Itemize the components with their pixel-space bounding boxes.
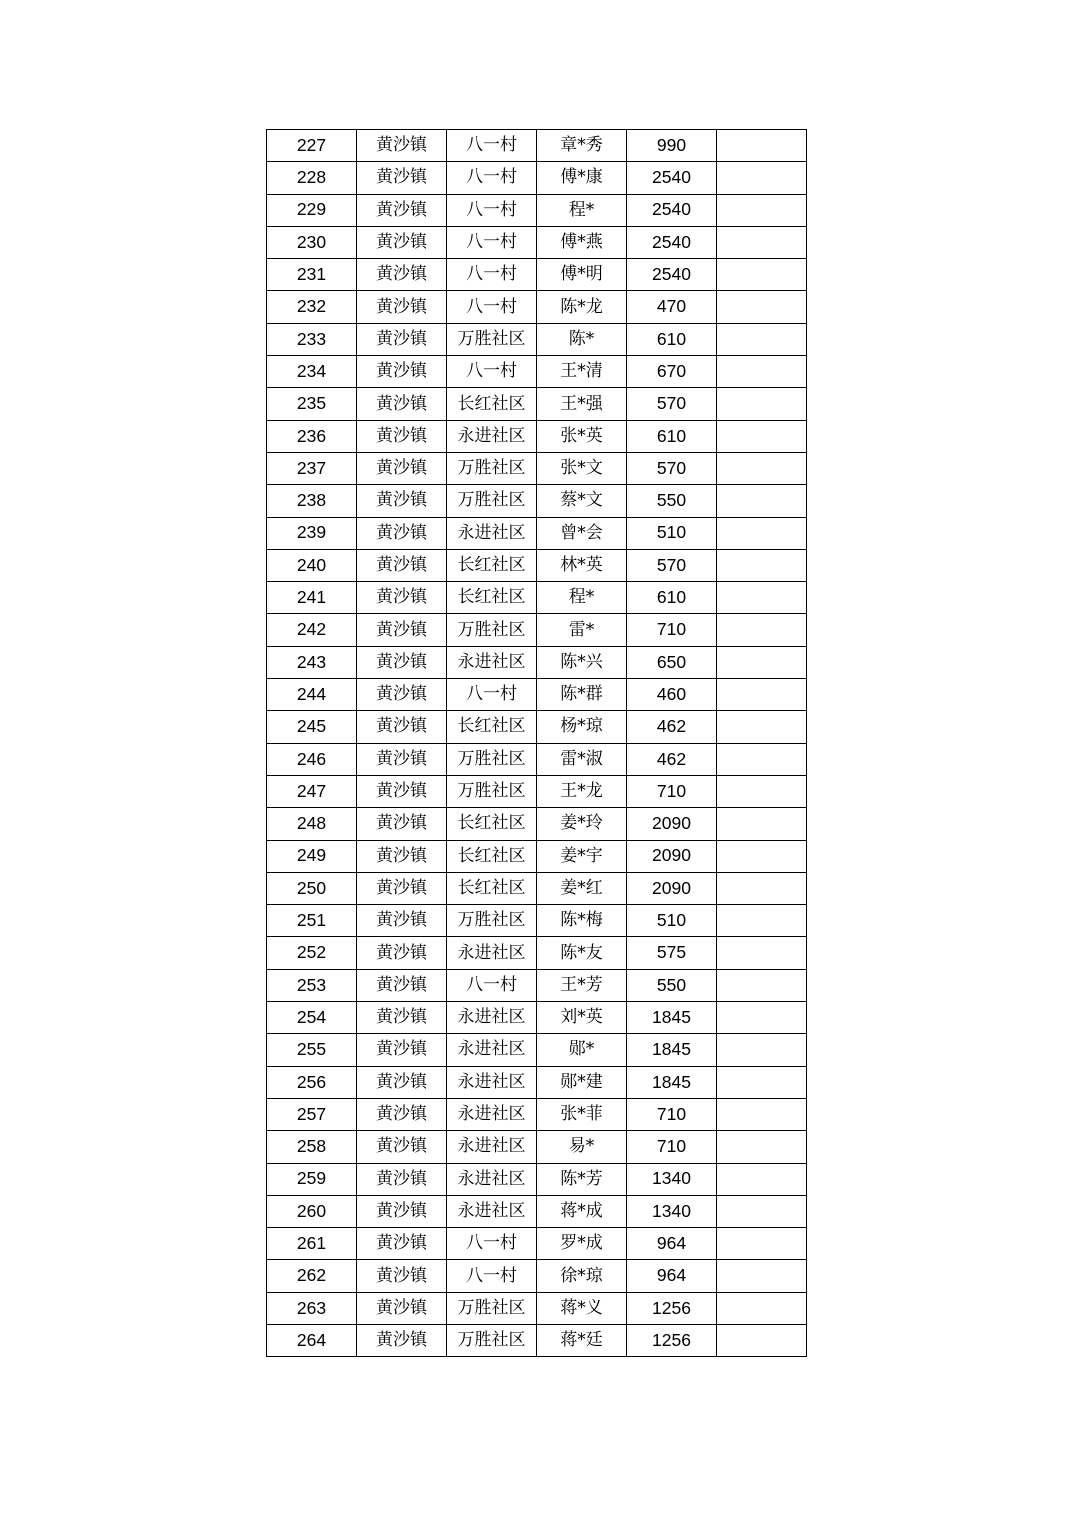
cell-community: 八一村 bbox=[447, 130, 537, 162]
cell-community: 八一村 bbox=[447, 1260, 537, 1292]
table-row bbox=[267, 162, 807, 194]
cell-amount: 550 bbox=[627, 969, 717, 1001]
cell-amount: 1340 bbox=[627, 1163, 717, 1195]
cell-community: 万胜社区 bbox=[447, 1292, 537, 1324]
cell-amount: 650 bbox=[627, 646, 717, 678]
cell-amount: 1340 bbox=[627, 1195, 717, 1227]
table-row bbox=[267, 1195, 807, 1227]
cell-amount: 710 bbox=[627, 775, 717, 807]
cell-remark bbox=[717, 1195, 807, 1227]
cell-name: 林*英 bbox=[537, 549, 627, 581]
cell-amount: 550 bbox=[627, 485, 717, 517]
cell-community: 永进社区 bbox=[447, 1163, 537, 1195]
cell-seq: 262 bbox=[267, 1260, 357, 1292]
cell-name: 王*清 bbox=[537, 356, 627, 388]
cell-community: 长红社区 bbox=[447, 711, 537, 743]
cell-name: 王*强 bbox=[537, 388, 627, 420]
cell-community: 永进社区 bbox=[447, 1034, 537, 1066]
table-row bbox=[267, 969, 807, 1001]
cell-amount: 964 bbox=[627, 1260, 717, 1292]
cell-community: 万胜社区 bbox=[447, 614, 537, 646]
cell-name: 傅*康 bbox=[537, 162, 627, 194]
cell-name: 陈*梅 bbox=[537, 905, 627, 937]
cell-amount: 1845 bbox=[627, 1002, 717, 1034]
cell-amount: 1256 bbox=[627, 1324, 717, 1356]
cell-seq: 236 bbox=[267, 420, 357, 452]
cell-remark bbox=[717, 1098, 807, 1130]
cell-name: 杨*琼 bbox=[537, 711, 627, 743]
cell-seq: 257 bbox=[267, 1098, 357, 1130]
cell-town: 黄沙镇 bbox=[357, 614, 447, 646]
cell-remark bbox=[717, 549, 807, 581]
cell-town: 黄沙镇 bbox=[357, 420, 447, 452]
cell-seq: 264 bbox=[267, 1324, 357, 1356]
cell-amount: 610 bbox=[627, 420, 717, 452]
cell-name: 张*菲 bbox=[537, 1098, 627, 1130]
cell-amount: 570 bbox=[627, 388, 717, 420]
cell-town: 黄沙镇 bbox=[357, 549, 447, 581]
cell-seq: 227 bbox=[267, 130, 357, 162]
cell-amount: 462 bbox=[627, 711, 717, 743]
table-row bbox=[267, 517, 807, 549]
cell-amount: 510 bbox=[627, 905, 717, 937]
cell-remark bbox=[717, 162, 807, 194]
cell-remark bbox=[717, 743, 807, 775]
cell-name: 蔡*文 bbox=[537, 485, 627, 517]
cell-community: 永进社区 bbox=[447, 1195, 537, 1227]
cell-seq: 254 bbox=[267, 1002, 357, 1034]
cell-seq: 237 bbox=[267, 452, 357, 484]
cell-name: 刘*英 bbox=[537, 1002, 627, 1034]
table-row bbox=[267, 1228, 807, 1260]
table-row bbox=[267, 711, 807, 743]
cell-community: 永进社区 bbox=[447, 1131, 537, 1163]
table-row bbox=[267, 1131, 807, 1163]
cell-name: 程* bbox=[537, 194, 627, 226]
cell-seq: 232 bbox=[267, 291, 357, 323]
cell-name: 蒋*义 bbox=[537, 1292, 627, 1324]
cell-amount: 575 bbox=[627, 937, 717, 969]
cell-town: 黄沙镇 bbox=[357, 1163, 447, 1195]
cell-community: 永进社区 bbox=[447, 420, 537, 452]
cell-name: 陈*龙 bbox=[537, 291, 627, 323]
cell-community: 八一村 bbox=[447, 194, 537, 226]
table-row bbox=[267, 1260, 807, 1292]
cell-town: 黄沙镇 bbox=[357, 582, 447, 614]
cell-amount: 2540 bbox=[627, 194, 717, 226]
cell-town: 黄沙镇 bbox=[357, 1260, 447, 1292]
cell-town: 黄沙镇 bbox=[357, 226, 447, 258]
table-row bbox=[267, 1098, 807, 1130]
cell-name: 陈*兴 bbox=[537, 646, 627, 678]
cell-remark bbox=[717, 1292, 807, 1324]
cell-seq: 242 bbox=[267, 614, 357, 646]
cell-community: 万胜社区 bbox=[447, 775, 537, 807]
cell-name: 易* bbox=[537, 1131, 627, 1163]
cell-name: 姜*宇 bbox=[537, 840, 627, 872]
cell-amount: 470 bbox=[627, 291, 717, 323]
cell-seq: 248 bbox=[267, 808, 357, 840]
cell-amount: 2090 bbox=[627, 840, 717, 872]
cell-name: 郧*建 bbox=[537, 1066, 627, 1098]
table-row bbox=[267, 356, 807, 388]
cell-remark bbox=[717, 905, 807, 937]
cell-remark bbox=[717, 614, 807, 646]
cell-remark bbox=[717, 1066, 807, 1098]
cell-remark bbox=[717, 388, 807, 420]
cell-remark bbox=[717, 452, 807, 484]
table-body bbox=[267, 130, 807, 1357]
cell-remark bbox=[717, 646, 807, 678]
cell-amount: 2540 bbox=[627, 162, 717, 194]
cell-amount: 2090 bbox=[627, 808, 717, 840]
table-row bbox=[267, 872, 807, 904]
cell-community: 永进社区 bbox=[447, 937, 537, 969]
cell-community: 永进社区 bbox=[447, 517, 537, 549]
cell-town: 黄沙镇 bbox=[357, 162, 447, 194]
table-row bbox=[267, 614, 807, 646]
cell-community: 永进社区 bbox=[447, 646, 537, 678]
cell-town: 黄沙镇 bbox=[357, 646, 447, 678]
cell-town: 黄沙镇 bbox=[357, 1066, 447, 1098]
table-row bbox=[267, 775, 807, 807]
table-row bbox=[267, 130, 807, 162]
cell-community: 八一村 bbox=[447, 226, 537, 258]
cell-seq: 246 bbox=[267, 743, 357, 775]
cell-remark bbox=[717, 323, 807, 355]
table-row bbox=[267, 1034, 807, 1066]
cell-seq: 238 bbox=[267, 485, 357, 517]
cell-amount: 990 bbox=[627, 130, 717, 162]
cell-seq: 247 bbox=[267, 775, 357, 807]
cell-community: 长红社区 bbox=[447, 582, 537, 614]
cell-community: 长红社区 bbox=[447, 808, 537, 840]
table-row bbox=[267, 291, 807, 323]
cell-seq: 234 bbox=[267, 356, 357, 388]
cell-remark bbox=[717, 840, 807, 872]
cell-amount: 1845 bbox=[627, 1066, 717, 1098]
cell-seq: 228 bbox=[267, 162, 357, 194]
cell-name: 程* bbox=[537, 582, 627, 614]
cell-town: 黄沙镇 bbox=[357, 323, 447, 355]
cell-name: 王*芳 bbox=[537, 969, 627, 1001]
cell-town: 黄沙镇 bbox=[357, 711, 447, 743]
cell-name: 蒋*成 bbox=[537, 1195, 627, 1227]
cell-seq: 250 bbox=[267, 872, 357, 904]
cell-seq: 243 bbox=[267, 646, 357, 678]
cell-amount: 462 bbox=[627, 743, 717, 775]
cell-community: 万胜社区 bbox=[447, 452, 537, 484]
cell-town: 黄沙镇 bbox=[357, 259, 447, 291]
table-row bbox=[267, 1324, 807, 1356]
cell-town: 黄沙镇 bbox=[357, 1098, 447, 1130]
cell-remark bbox=[717, 1034, 807, 1066]
cell-community: 长红社区 bbox=[447, 549, 537, 581]
cell-remark bbox=[717, 1163, 807, 1195]
table-row bbox=[267, 1066, 807, 1098]
cell-town: 黄沙镇 bbox=[357, 452, 447, 484]
cell-name: 郧* bbox=[537, 1034, 627, 1066]
cell-remark bbox=[717, 194, 807, 226]
cell-town: 黄沙镇 bbox=[357, 840, 447, 872]
cell-amount: 570 bbox=[627, 452, 717, 484]
table-row bbox=[267, 388, 807, 420]
cell-seq: 261 bbox=[267, 1228, 357, 1260]
cell-name: 陈*芳 bbox=[537, 1163, 627, 1195]
cell-town: 黄沙镇 bbox=[357, 1324, 447, 1356]
cell-name: 陈*群 bbox=[537, 679, 627, 711]
cell-remark bbox=[717, 226, 807, 258]
table-row bbox=[267, 1163, 807, 1195]
cell-remark bbox=[717, 1002, 807, 1034]
cell-name: 姜*红 bbox=[537, 872, 627, 904]
table-row bbox=[267, 743, 807, 775]
cell-name: 章*秀 bbox=[537, 130, 627, 162]
cell-town: 黄沙镇 bbox=[357, 1195, 447, 1227]
cell-seq: 263 bbox=[267, 1292, 357, 1324]
cell-community: 万胜社区 bbox=[447, 1324, 537, 1356]
cell-seq: 231 bbox=[267, 259, 357, 291]
cell-name: 张*文 bbox=[537, 452, 627, 484]
cell-amount: 2090 bbox=[627, 872, 717, 904]
cell-name: 雷*淑 bbox=[537, 743, 627, 775]
cell-community: 长红社区 bbox=[447, 388, 537, 420]
table-row bbox=[267, 840, 807, 872]
cell-town: 黄沙镇 bbox=[357, 1002, 447, 1034]
cell-remark bbox=[717, 582, 807, 614]
cell-remark bbox=[717, 517, 807, 549]
cell-remark bbox=[717, 485, 807, 517]
cell-seq: 239 bbox=[267, 517, 357, 549]
cell-town: 黄沙镇 bbox=[357, 969, 447, 1001]
cell-community: 长红社区 bbox=[447, 872, 537, 904]
table-row bbox=[267, 1292, 807, 1324]
cell-remark bbox=[717, 1260, 807, 1292]
cell-community: 八一村 bbox=[447, 679, 537, 711]
table-row bbox=[267, 452, 807, 484]
cell-amount: 710 bbox=[627, 614, 717, 646]
cell-amount: 670 bbox=[627, 356, 717, 388]
cell-name: 蒋*廷 bbox=[537, 1324, 627, 1356]
cell-amount: 2540 bbox=[627, 259, 717, 291]
table-row bbox=[267, 808, 807, 840]
cell-town: 黄沙镇 bbox=[357, 1228, 447, 1260]
cell-remark bbox=[717, 711, 807, 743]
cell-amount: 710 bbox=[627, 1098, 717, 1130]
table-row bbox=[267, 905, 807, 937]
cell-amount: 610 bbox=[627, 582, 717, 614]
cell-town: 黄沙镇 bbox=[357, 194, 447, 226]
cell-amount: 510 bbox=[627, 517, 717, 549]
cell-town: 黄沙镇 bbox=[357, 937, 447, 969]
cell-seq: 230 bbox=[267, 226, 357, 258]
cell-town: 黄沙镇 bbox=[357, 291, 447, 323]
cell-community: 永进社区 bbox=[447, 1066, 537, 1098]
cell-town: 黄沙镇 bbox=[357, 1034, 447, 1066]
cell-community: 万胜社区 bbox=[447, 323, 537, 355]
cell-name: 曾*会 bbox=[537, 517, 627, 549]
cell-town: 黄沙镇 bbox=[357, 679, 447, 711]
cell-seq: 255 bbox=[267, 1034, 357, 1066]
cell-town: 黄沙镇 bbox=[357, 388, 447, 420]
cell-remark bbox=[717, 1324, 807, 1356]
cell-community: 八一村 bbox=[447, 356, 537, 388]
cell-town: 黄沙镇 bbox=[357, 130, 447, 162]
cell-seq: 249 bbox=[267, 840, 357, 872]
table-row bbox=[267, 1002, 807, 1034]
cell-town: 黄沙镇 bbox=[357, 1131, 447, 1163]
cell-community: 长红社区 bbox=[447, 840, 537, 872]
cell-town: 黄沙镇 bbox=[357, 356, 447, 388]
cell-town: 黄沙镇 bbox=[357, 905, 447, 937]
table-row bbox=[267, 323, 807, 355]
cell-seq: 241 bbox=[267, 582, 357, 614]
cell-town: 黄沙镇 bbox=[357, 1292, 447, 1324]
cell-name: 张*英 bbox=[537, 420, 627, 452]
table-row bbox=[267, 582, 807, 614]
table-row bbox=[267, 485, 807, 517]
table-row bbox=[267, 420, 807, 452]
cell-community: 八一村 bbox=[447, 162, 537, 194]
cell-remark bbox=[717, 937, 807, 969]
table-row bbox=[267, 679, 807, 711]
cell-amount: 710 bbox=[627, 1131, 717, 1163]
cell-amount: 460 bbox=[627, 679, 717, 711]
cell-community: 八一村 bbox=[447, 969, 537, 1001]
cell-seq: 235 bbox=[267, 388, 357, 420]
cell-remark bbox=[717, 356, 807, 388]
cell-name: 徐*琼 bbox=[537, 1260, 627, 1292]
cell-remark bbox=[717, 775, 807, 807]
cell-community: 万胜社区 bbox=[447, 905, 537, 937]
data-table bbox=[266, 129, 807, 1357]
cell-community: 永进社区 bbox=[447, 1002, 537, 1034]
cell-remark bbox=[717, 969, 807, 1001]
cell-remark bbox=[717, 259, 807, 291]
cell-community: 万胜社区 bbox=[447, 485, 537, 517]
cell-community: 永进社区 bbox=[447, 1098, 537, 1130]
cell-seq: 233 bbox=[267, 323, 357, 355]
cell-seq: 245 bbox=[267, 711, 357, 743]
table-row bbox=[267, 259, 807, 291]
cell-name: 陈* bbox=[537, 323, 627, 355]
cell-seq: 252 bbox=[267, 937, 357, 969]
cell-name: 傅*燕 bbox=[537, 226, 627, 258]
table-row bbox=[267, 194, 807, 226]
cell-remark bbox=[717, 291, 807, 323]
cell-town: 黄沙镇 bbox=[357, 808, 447, 840]
cell-name: 王*龙 bbox=[537, 775, 627, 807]
cell-remark bbox=[717, 679, 807, 711]
cell-remark bbox=[717, 872, 807, 904]
cell-remark bbox=[717, 1131, 807, 1163]
cell-seq: 244 bbox=[267, 679, 357, 711]
table-row bbox=[267, 549, 807, 581]
cell-town: 黄沙镇 bbox=[357, 743, 447, 775]
cell-town: 黄沙镇 bbox=[357, 872, 447, 904]
table-row bbox=[267, 646, 807, 678]
cell-amount: 1845 bbox=[627, 1034, 717, 1066]
cell-seq: 259 bbox=[267, 1163, 357, 1195]
cell-name: 陈*友 bbox=[537, 937, 627, 969]
cell-seq: 256 bbox=[267, 1066, 357, 1098]
cell-remark bbox=[717, 420, 807, 452]
cell-remark bbox=[717, 130, 807, 162]
cell-community: 万胜社区 bbox=[447, 743, 537, 775]
cell-town: 黄沙镇 bbox=[357, 775, 447, 807]
table-row bbox=[267, 226, 807, 258]
cell-amount: 570 bbox=[627, 549, 717, 581]
cell-community: 八一村 bbox=[447, 291, 537, 323]
cell-community: 八一村 bbox=[447, 1228, 537, 1260]
cell-amount: 964 bbox=[627, 1228, 717, 1260]
cell-name: 雷* bbox=[537, 614, 627, 646]
cell-remark bbox=[717, 1228, 807, 1260]
cell-amount: 2540 bbox=[627, 226, 717, 258]
table-row bbox=[267, 937, 807, 969]
cell-seq: 253 bbox=[267, 969, 357, 1001]
cell-community: 八一村 bbox=[447, 259, 537, 291]
cell-town: 黄沙镇 bbox=[357, 485, 447, 517]
cell-name: 傅*明 bbox=[537, 259, 627, 291]
cell-amount: 1256 bbox=[627, 1292, 717, 1324]
cell-seq: 260 bbox=[267, 1195, 357, 1227]
cell-town: 黄沙镇 bbox=[357, 517, 447, 549]
cell-name: 罗*成 bbox=[537, 1228, 627, 1260]
cell-seq: 258 bbox=[267, 1131, 357, 1163]
cell-seq: 229 bbox=[267, 194, 357, 226]
cell-remark bbox=[717, 808, 807, 840]
cell-name: 姜*玲 bbox=[537, 808, 627, 840]
cell-seq: 251 bbox=[267, 905, 357, 937]
cell-amount: 610 bbox=[627, 323, 717, 355]
cell-seq: 240 bbox=[267, 549, 357, 581]
